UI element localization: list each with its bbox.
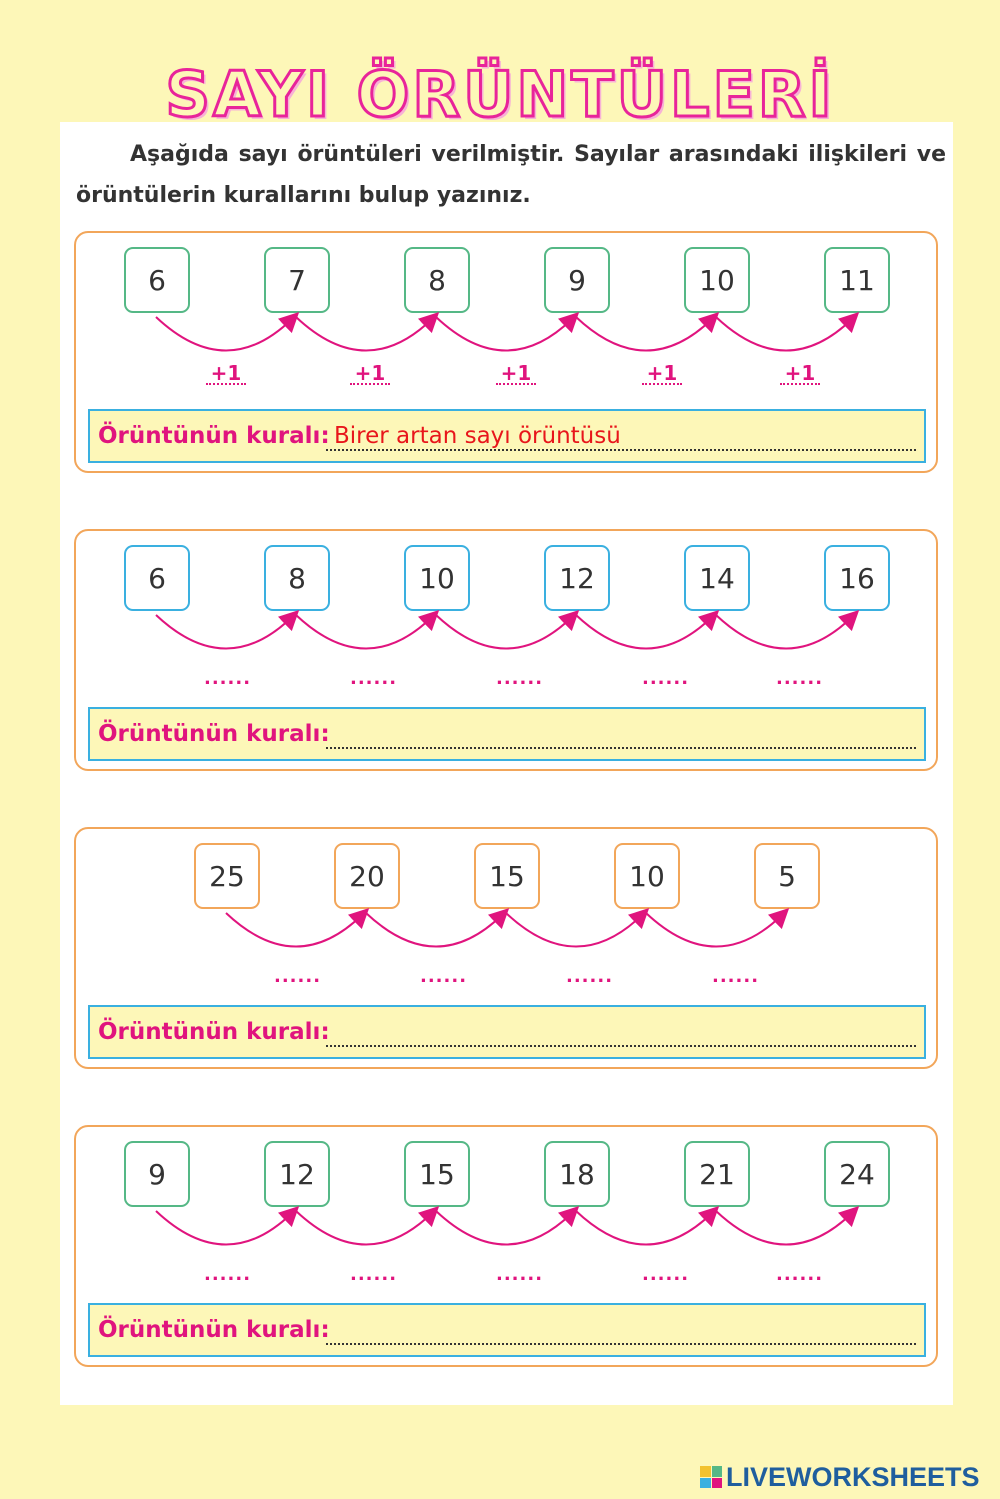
step-blank[interactable]: ...... (776, 668, 824, 689)
pattern-number: 8 (264, 545, 330, 611)
rule-box (88, 707, 926, 761)
pattern-number: 11 (824, 247, 890, 313)
step-blank[interactable]: ...... (204, 668, 252, 689)
rule-box (88, 1303, 926, 1357)
pattern-number: 15 (474, 843, 540, 909)
pattern-number: 10 (404, 545, 470, 611)
pattern-section-2 (74, 529, 938, 771)
pattern-number: 7 (264, 247, 330, 313)
pattern-number: 16 (824, 545, 890, 611)
step-blank[interactable]: ...... (642, 668, 690, 689)
pattern-number: 5 (754, 843, 820, 909)
rule-box (88, 1005, 926, 1059)
rule-box (88, 409, 926, 463)
brand-name: LIVEWORKSHEETS (726, 1461, 980, 1492)
step-blank[interactable]: ...... (496, 668, 544, 689)
step-blank[interactable]: ...... (350, 668, 398, 689)
pattern-number: 10 (614, 843, 680, 909)
rule-answer-line (326, 1343, 916, 1345)
rule-label: Örüntünün kuralı: (98, 1019, 330, 1045)
page-title: SAYI ÖRÜNTÜLERİ (165, 58, 835, 131)
pattern-number: 9 (124, 1141, 190, 1207)
rule-label: Örüntünün kuralı: (98, 423, 330, 449)
step-value: +1 (206, 363, 246, 385)
instructions-text: Aşağıda sayı örüntüleri verilmiştir. Sayılar arasındaki ilişkileri ve örüntülerin kurallarını bulup yazınız. (76, 142, 946, 208)
brand-logo (700, 1462, 980, 1492)
pattern-number: 25 (194, 843, 260, 909)
pattern-number: 9 (544, 247, 610, 313)
rule-answer-line (326, 1045, 916, 1047)
step-blank[interactable]: ...... (420, 966, 468, 987)
rule-answer-line (326, 747, 916, 749)
step-value: +1 (780, 363, 820, 385)
step-blank[interactable]: ...... (566, 966, 614, 987)
step-blank[interactable]: ...... (350, 1264, 398, 1285)
step-blank[interactable]: ...... (274, 966, 322, 987)
pattern-number: 12 (544, 545, 610, 611)
step-blank[interactable]: ...... (712, 966, 760, 987)
pattern-number: 15 (404, 1141, 470, 1207)
pattern-section-4 (74, 1125, 938, 1367)
step-blank[interactable]: ...... (642, 1264, 690, 1285)
brand-logo-icon (700, 1466, 722, 1488)
rule-answer[interactable]: Birer artan sayı örüntüsü (334, 423, 621, 449)
pattern-number: 10 (684, 247, 750, 313)
pattern-number: 21 (684, 1141, 750, 1207)
pattern-section-1 (74, 231, 938, 473)
pattern-number: 24 (824, 1141, 890, 1207)
step-value: +1 (350, 363, 390, 385)
step-blank[interactable]: ...... (496, 1264, 544, 1285)
rule-label: Örüntünün kuralı: (98, 721, 330, 747)
pattern-number: 8 (404, 247, 470, 313)
rule-answer-line (326, 449, 916, 451)
rule-label: Örüntünün kuralı: (98, 1317, 330, 1343)
pattern-number: 12 (264, 1141, 330, 1207)
step-value: +1 (642, 363, 682, 385)
pattern-number: 20 (334, 843, 400, 909)
step-value: +1 (496, 363, 536, 385)
pattern-section-3 (74, 827, 938, 1069)
pattern-number: 6 (124, 247, 190, 313)
pattern-number: 14 (684, 545, 750, 611)
step-blank[interactable]: ...... (204, 1264, 252, 1285)
pattern-number: 6 (124, 545, 190, 611)
step-blank[interactable]: ...... (776, 1264, 824, 1285)
pattern-number: 18 (544, 1141, 610, 1207)
